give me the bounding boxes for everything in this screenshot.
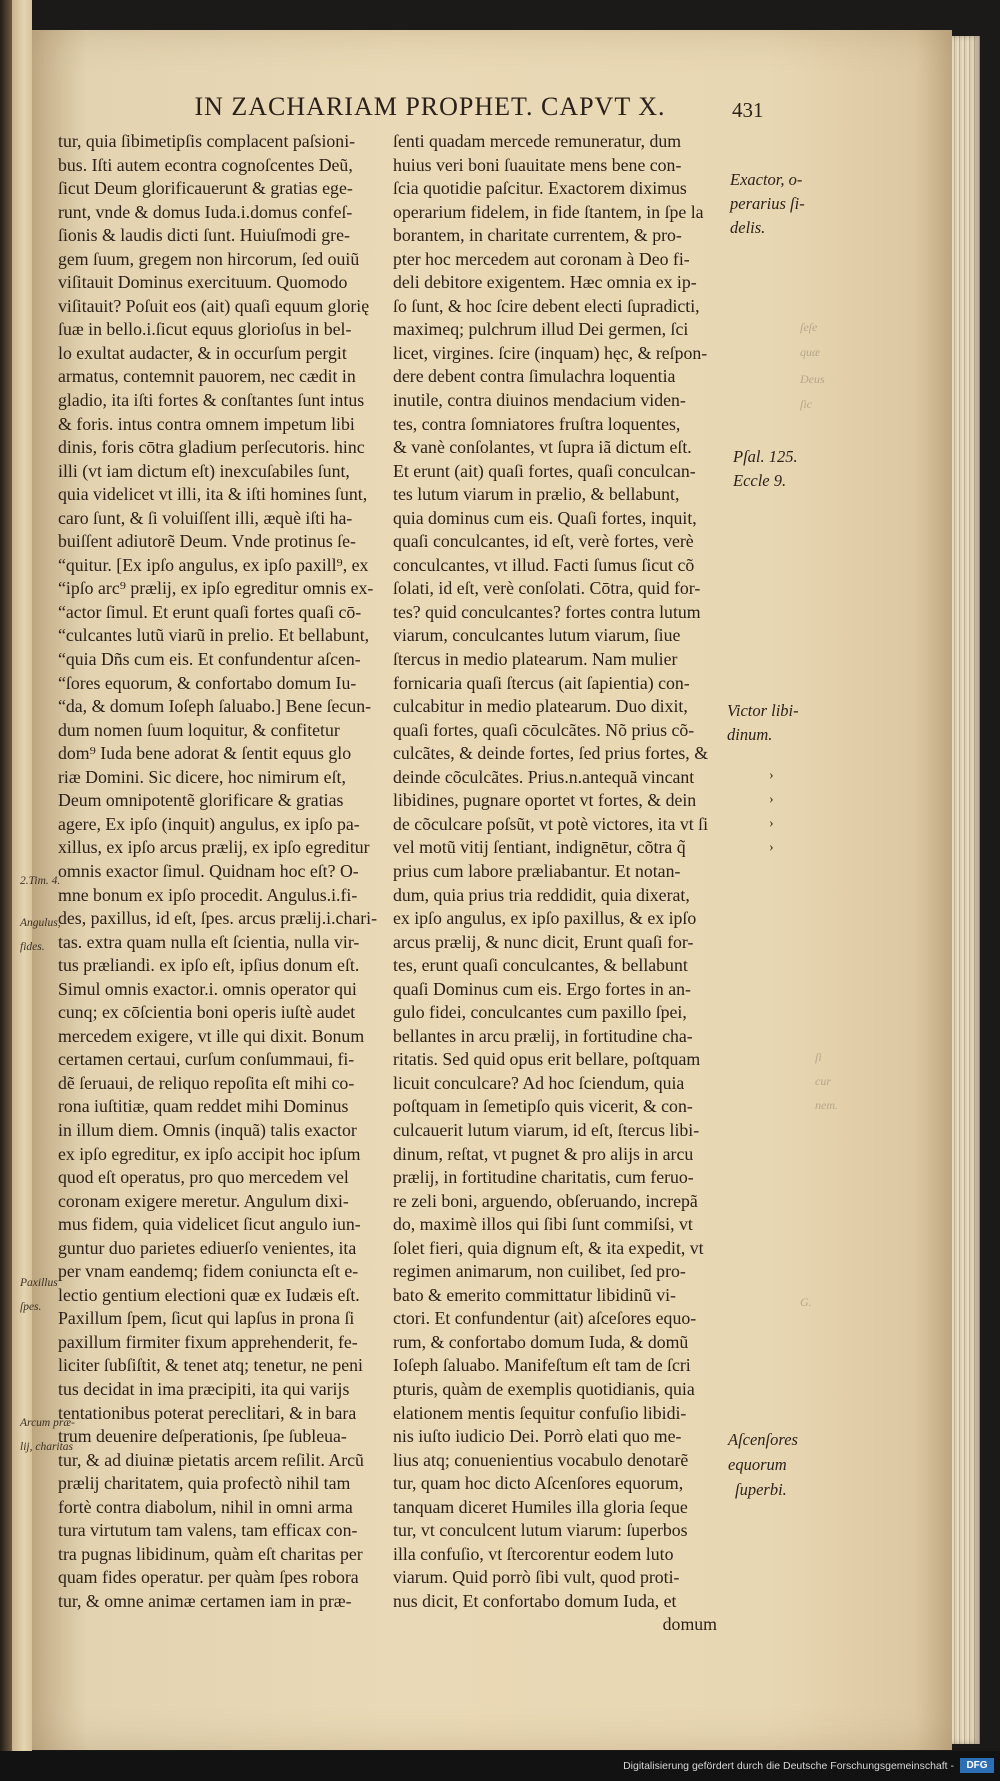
margin-note-ascensores: Aſcenſores (728, 1430, 798, 1449)
text-line: bus. Iſti autem econtra cognoſcentes Deũ, (58, 154, 353, 175)
text-line: lius atq; conuenientius vocabulo denotarẽ (393, 1449, 689, 1470)
text-line: quaſi Dominus cum eis. Ergo fortes in an- (393, 978, 691, 999)
text-line: fornicaria quaſi ſtercus (ait ſapientia) con- (393, 672, 690, 693)
text-line: arcus prælij, & nunc dicit, Erunt quaſi for- (393, 931, 694, 952)
facing-page-edge (12, 0, 32, 1781)
text-line: gladio, ita iſti fortes & conſtantes ſunt intus (58, 390, 365, 411)
text-line: ſo ſunt, & hoc ſcire debent electi ſupradicti, (393, 295, 700, 316)
page-block-edges (952, 36, 980, 1744)
text-line: gulo fidei, conculcantes cum paxillo ſpei, (393, 1002, 687, 1023)
text-line: de cõculcare poſsũt, vt potè victores, ita vt ſi (393, 813, 709, 834)
text-line: liciter ſubſiſtit, & tenet atq; tenetur, ne peni (58, 1355, 363, 1376)
text-line: ſtercus in medio platearum. Nam mulier (393, 649, 678, 670)
text-line: riæ Domini. Sic dicere, hoc nimirum eſt, (58, 766, 346, 787)
margin-note-charitas: lij, charitas (20, 1441, 74, 1453)
text-line: ſenti quadam mercede remuneratur, dum (393, 131, 682, 151)
text-line: quia dominus cum eis. Quaſi fortes, inquit, (393, 507, 697, 528)
text-line: buiſſent adiutorẽ Deum. Vnde protinus ſe- (58, 531, 356, 552)
text-line: ſcia quotidie paſcitur. Exactorem diximus (393, 178, 687, 199)
text-line: & foris. intus contra omnem impetum libi (58, 413, 355, 434)
digitization-footer (0, 1751, 1000, 1781)
text-line: viarum, conculcantes lutum viarum, ſiue (393, 625, 681, 646)
text-line: tus decidat in ima præcipiti, ita qui varijs (58, 1378, 350, 1399)
text-line: tas. extra quam nulla eſt ſcientia, nulla vir- (58, 931, 360, 952)
text-line: coronam exigere meretur. Angulum dixi- (58, 1190, 349, 1211)
text-line: tes lutum viarum in prælio, & bellabunt, (393, 484, 680, 505)
text-line: licuit conculcare? Ad hoc ſciendum, quia (393, 1072, 685, 1093)
text-line: des, paxillus, id eſt, ſpes. arcus prælij.i.chari- (58, 908, 378, 929)
text-line: ex ipſo egreditur, ex ipſo accipit hoc ipſum (58, 1143, 361, 1164)
text-line: ſionis & laudis dicti ſunt. Huiuſmodi gre- (58, 225, 350, 246)
margin-note-equorum: equorum (728, 1455, 787, 1474)
text-line: libidines, pugnare oportet vt fortes, & dein (393, 790, 697, 811)
left-text-column (58, 130, 388, 1613)
text-line: “quia Dñs cum eis. Et confundentur aſcen- (58, 649, 361, 670)
text-line: tur, vt conculcent lutum viarum: ſuperbos (393, 1520, 688, 1541)
right-text-column (393, 130, 723, 1637)
text-line: elationem mentis ſequitur confuſio libidi- (393, 1402, 687, 1423)
text-line: tus præliandi. ex ipſo eſt, ipſius donum eſt. (58, 955, 360, 976)
text-line: ctori. Et confundentur (ait) aſceſores equo- (393, 1308, 697, 1329)
text-line: tentationibus poterat perecliṫari, & in bara (58, 1402, 357, 1423)
text-line: Et erunt (ait) quaſi fortes, quaſi conculcan- (393, 460, 696, 481)
text-line: guntur duo parietes ediuerſo venientes, ita (58, 1237, 357, 1258)
margin-note-superbi: ſuperbi. (735, 1480, 787, 1499)
text-line: conculcantes, vt illud. Facti ſumus ſicut cõ (393, 554, 695, 575)
text-line: “ipſo arc⁹ prælij, ex ipſo egreditur omnis ex- (58, 578, 374, 599)
text-line: rum, & confortabo domum Iuda, & domũ (393, 1331, 689, 1352)
text-line: quod eſt operatus, pro quo mercedem vel (58, 1167, 349, 1188)
text-line: tra pugnas libidinum, quàm eſt charitas per (58, 1543, 363, 1564)
text-line: runt, vnde & domus Iuda.i.domus confeſ- (58, 201, 353, 222)
text-line: xillus, ex ipſo arcus prælij, ex ipſo egreditur (58, 837, 370, 858)
text-line: nis iuſto iudicio Dei. Porrò elati quo me- (393, 1426, 682, 1447)
text-line: bato & emerito committatur libidinũ vi- (393, 1284, 676, 1305)
text-line: tes? quid conculcantes? fortes contra lutum (393, 601, 701, 622)
text-line: dum, quia prius tria reddidit, quia dixerat, (393, 884, 690, 905)
margin-note-psal: Pſal. 125. (733, 447, 798, 466)
text-line: quaſi conculcantes, id eſt, verè fortes, verè (393, 531, 694, 552)
text-line: lo exultat audacter, & in occurſum pergit (58, 342, 347, 363)
text-line: prælij charitatem, quia profectò nihil tam (58, 1473, 351, 1494)
text-line: culcauerit lutum viarum, id eſt, ſtercus libi- (393, 1119, 700, 1140)
text-line: tura virtutum tam valens, tam efficax con- (58, 1520, 358, 1541)
margin-note-exactor-3: delis. (730, 218, 766, 237)
text-line: prius cum labore præliabantur. Et notan- (393, 860, 681, 881)
text-line: fortè contra diabolum, nihil in omni arma (58, 1496, 353, 1517)
text-line: “actor ſimul. Et erunt quaſi fortes quaſi cō- (58, 601, 362, 622)
page-number: 431 (732, 98, 764, 122)
text-line: “culcantes lutũ viarũ in prelio. Et bellabunt, (58, 625, 370, 646)
text-line: mne bonum ex ipſo procedit. Angulus.i.fi- (58, 884, 358, 905)
margin-note-exactor-2: perarius ſi- (730, 194, 805, 213)
text-line: regimen animarum, non cuilibet, ſed pro- (393, 1261, 686, 1282)
text-line: viſitauit? Poſuit eos (ait) quaſi equum glorię (58, 295, 370, 316)
dfg-logo: DFG (960, 1758, 994, 1773)
text-line: rona iuſtitiæ, quam reddet mihi Dominus (58, 1096, 349, 1117)
text-line: omnis exactor ſimul. Quidnam hoc eſt? O- (58, 860, 359, 881)
text-line: tes, erunt quaſi conculcantes, & bellabunt (393, 955, 688, 976)
margin-note-paxillus: Paxillus (20, 1277, 58, 1289)
margin-note-victor-1: Victor libi- (727, 701, 799, 720)
text-line: illa confuſio, vt ſtercorentur eodem luto (393, 1543, 674, 1564)
text-line: poſtquam in ſemetipſo quis vicerit, & con- (393, 1096, 693, 1117)
text-line: dinum, reſtat, vt pugnet & pro alijs in arcu (393, 1143, 694, 1164)
text-line: Simul omnis exactor.i. omnis operator qui (58, 978, 357, 999)
text-line: tur, & ad diuinæ pietatis arcem reſilit. Arcũ (58, 1449, 364, 1470)
text-line: dom⁹ Iuda bene adorat & ſentit equus glo (58, 743, 352, 764)
text-line: culcãtes, & deinde fortes, ſed prius fortes, & (393, 743, 709, 764)
margin-note-victor-2: dinum. (727, 725, 773, 744)
text-line: bellantes in arcu prælij, in fortitudine cha- (393, 1025, 693, 1046)
text-line: tur, quia ſibimetipſis complacent paſsioni- (58, 131, 356, 151)
text-line: tur, & omne animæ certamen iam in præ- (58, 1590, 352, 1611)
text-line: caro ſunt, & ſi voluiſſent illi, æquè iſti ha- (58, 507, 353, 528)
text-line: borantem, in charitate currentem, & pro- (393, 225, 682, 246)
text-line: pturis, quàm de exemplis quotidianis, quia (393, 1378, 695, 1399)
text-line: mercedem exigere, vt ille qui dixit. Bonum (58, 1025, 365, 1046)
text-line: gem ſuum, gregem non hircorum, ſed ouiũ (58, 248, 360, 269)
text-line: illi (vt iam dictum eſt) inexcuſabiles ſunt, (58, 460, 350, 481)
text-line: quaſi fortes, quaſi cōculcãtes. Nõ prius cõ- (393, 719, 695, 740)
text-line: mus fidem, quia videlicet ſicut angulo iun- (58, 1214, 361, 1235)
text-line: re zeli boni, arguendo, obſeruando, increpã (393, 1190, 698, 1211)
margin-note-spes: ſpes. (20, 1301, 42, 1313)
text-line: certamen certaui, curſum conſummaui, fi- (58, 1049, 355, 1070)
text-line: Ioſeph ſaluabo. Manifeſtum eſt tam de ſcri (393, 1355, 691, 1376)
text-line: viarum. Quid porrò ſibi vult, quod proti- (393, 1567, 680, 1588)
text-line: do, maximè illos qui ſibi ſunt commiſsi, vt (393, 1214, 693, 1235)
text-line: paxillum firmiter fixum apprehenderit, fe- (58, 1331, 358, 1352)
text-line: “quitur. [Ex ipſo angulus, ex ipſo paxill⁹, ex (58, 554, 369, 575)
text-line: Deum omnipotentẽ glorificare & gratias (58, 790, 344, 811)
text-line: quam fides operatur. per quàm ſpes robora (58, 1567, 359, 1588)
text-line: armatus, contemnit pauorem, nec cædit in (58, 366, 356, 387)
catchword: domum (662, 1614, 717, 1635)
text-line: licet, virgines. ſcire (inquam) hęc, & reſpon- (393, 342, 708, 363)
text-line: in illum diem. Omnis (inquã) talis exactor (58, 1119, 357, 1140)
footer-credit: Digitalisierung gefördert durch die Deutsche Forschungsgemeinschaft - (623, 1760, 954, 1772)
text-line: Paxillum ſpem, ſicut qui lapſus in prona ſi (58, 1308, 355, 1329)
text-line: tes, contra ſomniatores fruſtra loquentes, (393, 413, 681, 434)
text-line: deli debitore exigentem. Hæc omnia ex ip- (393, 272, 697, 293)
text-line: “da, & domum Ioſeph ſaluabo.] Bene ſecun- (58, 696, 372, 717)
text-line: trum deuenire deſperationis, ſpe ſubleua- (58, 1426, 347, 1447)
margin-note-2tim: 2.Tim. 4. (20, 875, 61, 887)
text-line: prælij, in fortitudine charitatis, cum feruo- (393, 1167, 694, 1188)
text-line: pter hoc mercedem aut coronam à Deo fi- (393, 248, 690, 269)
text-line: lectio gentium electioni quæ ex Iudæis eſt. (58, 1284, 360, 1305)
text-line: ſolet fieri, quia dignum eſt, & ita expedit, vt (393, 1237, 704, 1258)
text-line: vel motũ vitij ſentiant, indignētur, cõtra q̃ (393, 837, 686, 858)
text-line: dẽ ſeruaui, de reliquo repoſita eſt mihi co- (58, 1072, 355, 1093)
text-line: operarium fidelem, in fide ſtantem, in ſpe la (393, 201, 704, 222)
text-line: huius veri boni ſuauitate mens bene con- (393, 154, 682, 175)
text-line: ſicut Deum glorificauerunt & gratias ege- (58, 178, 353, 199)
text-line: inutile, contra diuinos mendacium viden- (393, 390, 686, 411)
text-line: maximeq; pulchrum illud Dei germen, ſci (393, 319, 689, 340)
text-line: ex ipſo angulus, ex ipſo paxillus, & ex ipſo (393, 908, 697, 929)
text-line: & vanè conſolantes, vt ſupra iã dictum eſt. (393, 437, 692, 458)
text-line: viſitauit Dominus exercituum. Quomodo (58, 272, 348, 293)
text-line: dere debent contra ſimulachra loquentia (393, 366, 676, 387)
text-line: culcabitur in medio platearum. Duo dixit, (393, 696, 688, 717)
text-line: tanquam diceret Humiles illa gloria ſeque (393, 1496, 688, 1517)
running-head: IN ZACHARIAM PROPHET. CAPVT X. (194, 92, 666, 121)
margin-note-eccle: Eccle 9. (733, 471, 787, 490)
text-line: deinde cõculcãtes. Prius.n.antequã vincant (393, 766, 695, 787)
text-line: dinis, foris cōtra gladium perſecutoris. hinc (58, 437, 365, 458)
text-line: dum nomen ſuum loquitur, & confitetur (58, 719, 340, 740)
text-line: tur, quam hoc dicto Aſcenſores equorum, (393, 1473, 684, 1494)
margin-note-arcum: Arcum præ- (20, 1417, 75, 1429)
margin-note-angulus: Angulus, (20, 917, 61, 929)
text-line: cunq; ex cōſcientia boni operis iuſtè audet (58, 1002, 356, 1023)
text-line: per vnam eandemq; fidem coniuncta eſt e- (58, 1261, 359, 1282)
text-line: quia videlicet vt illi, ita & iſti homines ſunt, (58, 484, 368, 505)
text-line: ritatis. Sed quid opus erit bellare, poſtquam (393, 1049, 701, 1070)
margin-note-fides: fides. (20, 941, 45, 953)
book-spine (0, 0, 12, 1781)
text-line: agere, Ex ipſo (inquit) angulus, ex ipſo pa- (58, 813, 360, 834)
margin-note-exactor-1: Exactor, o- (730, 170, 803, 189)
text-line: ſolati, id eſt, verè conſolati. Cōtra, quid for- (393, 578, 701, 599)
text-line: ſuæ in bello.i.ſicut equus glorioſus in bel- (58, 319, 352, 340)
text-line: “ſores equorum, & confortabo domum Iu- (58, 672, 357, 693)
text-line: nus dicit, Et confortabo domum Iuda, et (393, 1590, 677, 1611)
